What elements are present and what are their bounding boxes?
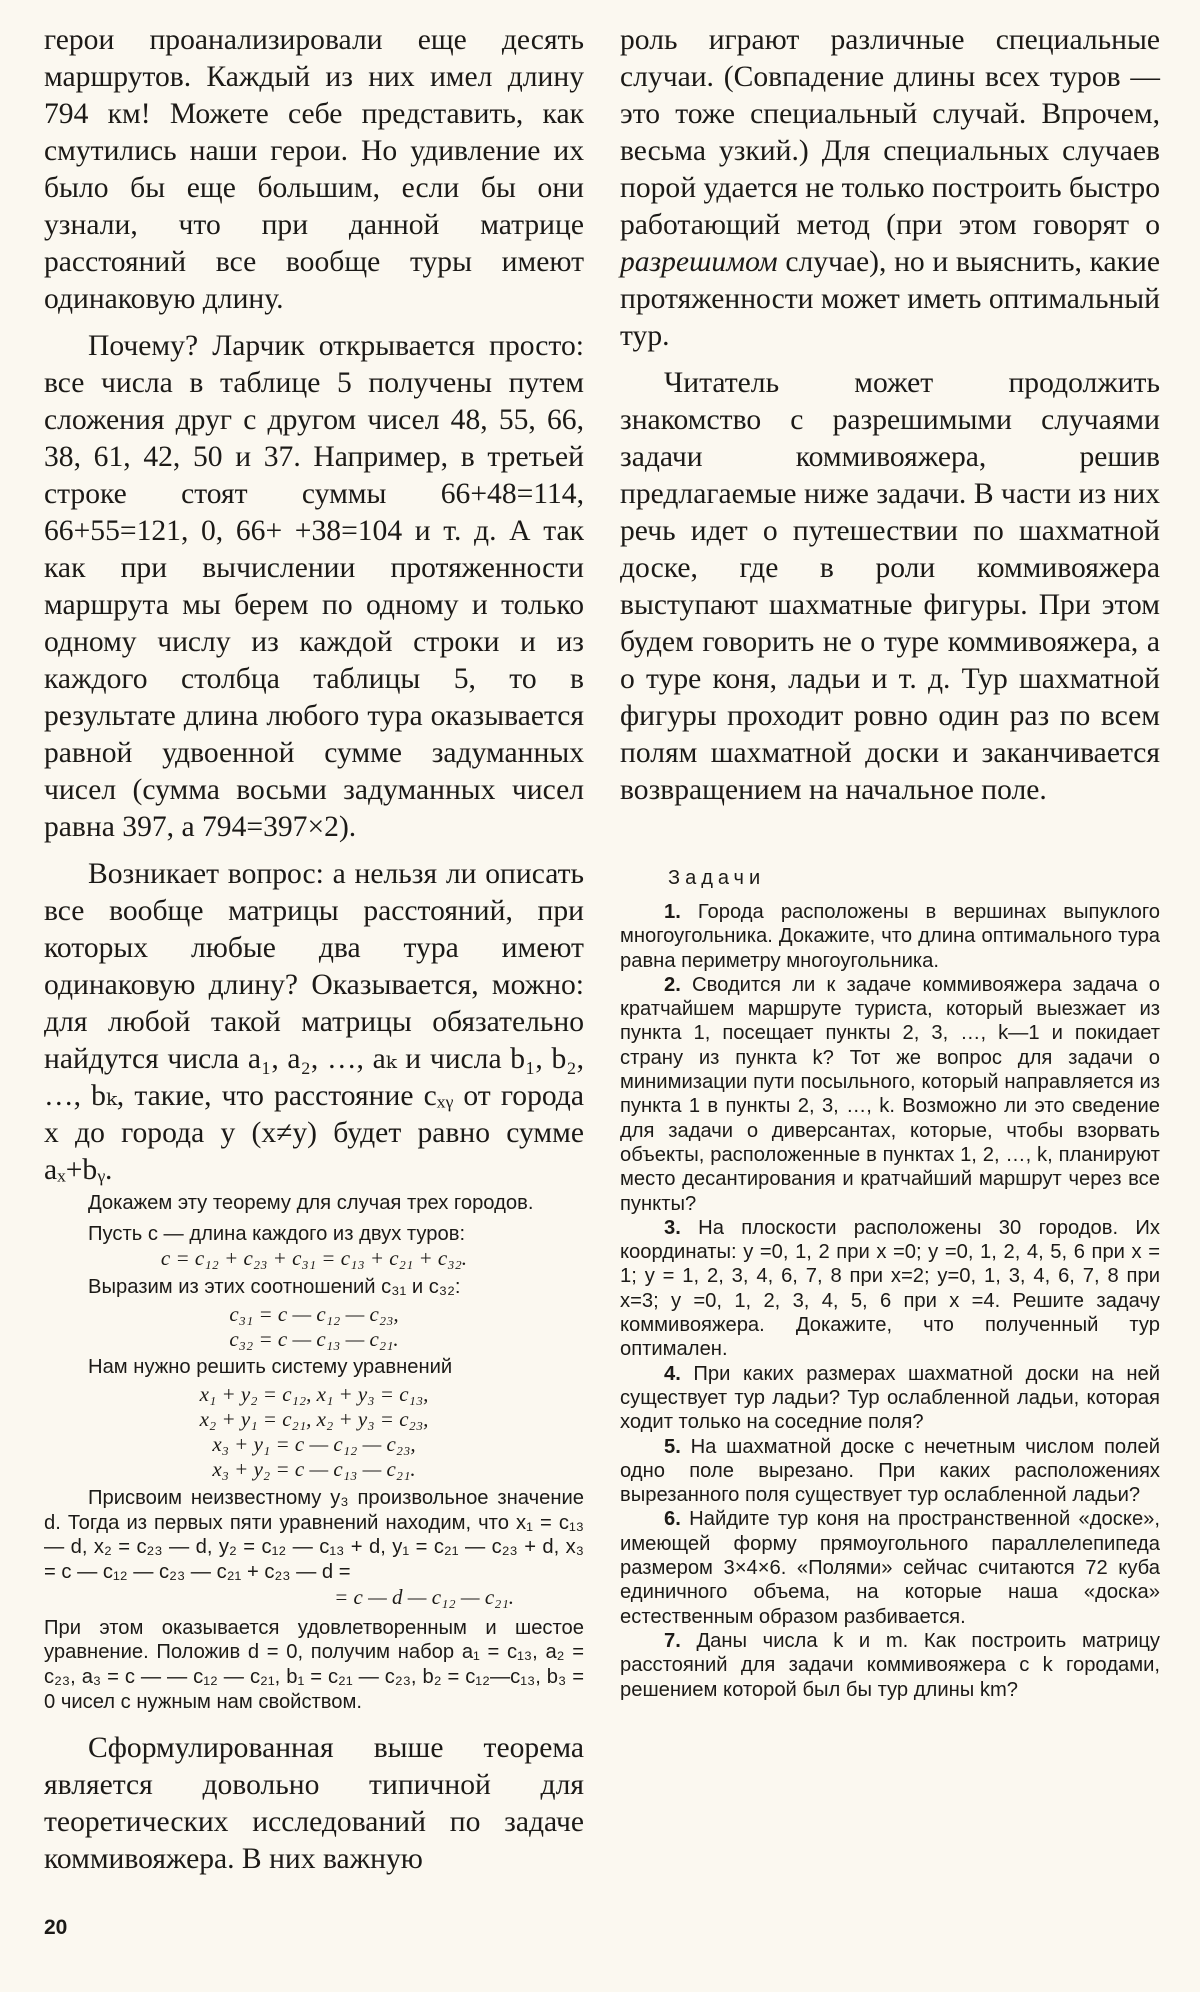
task-number: 2. <box>664 973 681 996</box>
tasks-heading: Задачи <box>668 867 766 889</box>
task-text: Найдите тур коня на пространственной «доске», имеющей форму прямоугольного параллелепипеда размером 3×4×6. «Полями» сейчас считаются 72 куба единичного объема, на которые наша «доска» естественным образом разбивается. <box>620 1508 1161 1628</box>
proof-text: Выразим из этих соотношений c₃₁ и c₃₂: <box>88 1276 461 1299</box>
formula: x₃ + y₂ = c — c₁₃ — c₂₁. <box>212 1456 416 1481</box>
task-number: 1. <box>664 901 681 923</box>
task-text: Города расположены в вершинах выпуклого многоугольника. Докажите, что длина оптимального тура равна периметру многоугольника. <box>620 901 1160 972</box>
task-number: 3. <box>664 1216 681 1239</box>
page-number: 20 <box>44 1916 68 1939</box>
formula: = c — d — c₁₂ — c₂₁. <box>334 1584 514 1609</box>
task-number: 4. <box>664 1362 681 1385</box>
right-column <box>620 22 1160 1702</box>
task-item <box>620 1435 1160 1508</box>
paragraph-text: роль играют различные специальные случаи. (Совпадение длины всех туров — это тоже специальный случай. Впрочем, весьма узкий.) Для специальных случаев порой удается не только построить быстро работающий метод (при этом говорят о <box>620 24 1160 241</box>
task-item <box>620 1362 1160 1435</box>
task-text: На плоскости расположены 30 городов. Их координаты: y =0, 1, 2 при x =0; y =0, 1, 2, 4, 5, 6 при x = 1; y = 1, 2, 3, 4, 6, 7, 8 при x=2; y=0, 1, 3, 4, 6, 7, 8 при x=3; y =0, 1, 2, 3, 4, 5, 6 при x =4. Решите задачу коммивояжера. Докажите, что полученный тур оптимален. <box>620 1216 1160 1361</box>
paragraph: Возникает вопрос: а нельзя ли описать все вообще матрицы расстояний, при которых любые два тура имеют одинаковую длину? Оказывается, можно: для любой такой матрицы обязательно найдутся числа a₁, a₂, …, aₖ и числа b₁, b₂, …, bₖ, такие, что расстояние cₓᵧ от города x до города y (x≠y) будет равно сумме aₓ+bᵧ. <box>44 858 584 1186</box>
paragraph: Сформулированная выше теорема является довольно типичной для теоретических исследований по задаче коммивояжера. В них важную <box>44 1732 584 1876</box>
task-number: 5. <box>664 1435 681 1458</box>
paragraph: Читатель может продолжить знакомство с разрешимыми случаями задачи коммивояжера, решив предлагаемые ниже задачи. В части из них речь идет о путешествии по шахматной доске, где в роли коммивояжера выступают шахматные фигуры. При этом будем говорить не о туре коммивояжера, а о туре коня, ладьи и т. д. Тур шахматной фигуры проходит ровно один раз по всем полям шахматной доски и заканчивается возвращением на начальное поле. <box>620 367 1160 806</box>
formula: c₃₁ = c — c₁₂ — c₂₃, <box>229 1302 399 1327</box>
formula-system <box>44 1382 584 1482</box>
proof-text: Нам нужно решить систему уравнений <box>88 1356 453 1379</box>
formula: x₃ + y₁ = c — c₁₂ — c₂₃, <box>212 1431 416 1456</box>
task-text: При каких размерах шахматной доски на ней существует тур ладьи? Тур ослабленной ладьи, которая ходит только на соседние поля? <box>620 1362 1161 1434</box>
left-column <box>44 22 584 1878</box>
task-item <box>620 900 1160 973</box>
task-number: 6. <box>664 1508 681 1531</box>
task-item <box>620 1629 1160 1702</box>
paragraph-text: случае), но и выяснить, какие протяженности может иметь оптимальный тур. <box>620 246 1160 352</box>
paragraph: герои проанализировали еще десять маршрутов. Каждый из них имел длину 794 км! Можете себе представить, как смутились наши герои. Но удивление их было бы еще большим, если бы они узнали, что при данной матрице расстояний все вообще туры имеют одинаковую длину. <box>44 24 584 315</box>
proof-text: Присвоим неизвестному y₃ произвольное значение d. Тогда из первых пяти уравнений находим, что x₁ = c₁₃ — d, x₂ = c₂₃ — d, y₂ = c₁₂ — c₁₃ + d, y₁ = c₂₁ — c₂₃ + d, x₃ = c — c₁₂ — c₂₃ — c₂₁ + c₂₃ — d = <box>44 1486 584 1583</box>
proof-text: Пусть c — длина каждого из двух туров: <box>88 1222 466 1245</box>
paragraph <box>620 22 1160 355</box>
task-item <box>620 1507 1160 1628</box>
task-item <box>620 973 1160 1216</box>
formula: c = c₁₂ + c₂₃ + c₃₁ = c₁₃ + c₂₁ + c₃₂. <box>160 1246 468 1271</box>
formula: c₃₂ = c — c₁₃ — c₂₁. <box>229 1327 399 1352</box>
italic-term: разрешимом <box>620 246 778 278</box>
proof-text: Докажем эту теорему для случая трех городов. <box>88 1192 534 1214</box>
task-text: Даны числа k и m. Как построить матрицу расстояний для задачи коммивояжера с k городами, решением которой был бы тур длины km? <box>620 1629 1161 1701</box>
proof-block <box>44 1191 584 1714</box>
task-number: 7. <box>664 1629 681 1652</box>
task-text: Сводится ли к задаче коммивояжера задача о кратчайшем маршруте туриста, который выезжает из пункта 1, посещает пункты 2, 3, …, k—1 и покидает страну из пункта k? Тот же вопрос для задачи о минимизации пути посыльного, который направляется из пункта 1 в пункты 2, 3, …, k. Возможно ли это сведение для задачи о диверсантах, которые, чтобы взорвать объекты, расположенные в пунктах 1, 2, …, k, планируют место десантирования и кратчайший маршрут через все пункты? <box>620 973 1161 1215</box>
formula: x₂ + y₁ = c₂₁, x₂ + y₃ = c₂₃, <box>199 1406 429 1431</box>
formula-system <box>44 1302 584 1352</box>
tasks-list <box>620 900 1160 1702</box>
task-item <box>620 1216 1160 1362</box>
proof-text: При этом оказывается удовлетворенным и шестое уравнение. Положив d = 0, получим набор a₁ = c₁₃, a₂ = c₂₃, a₃ = c — — c₁₂ — c₂₁, b₁ = c₂₁ — c₂₃, b₂ = c₁₂—c₁₃, b₃ = 0 чисел с нужным нам свойством. <box>44 1616 584 1713</box>
paragraph: Почему? Ларчик открывается просто: все числа в таблице 5 получены путем сложения друг с другом чисел 48, 55, 66, 38, 61, 42, 50 и 37. Например, в третьей строке стоят суммы 66+48=114, 66+55=121, 0, 66+ +38=104 и т. д. А так как при вычислении протяженности маршрута мы берем по одному и только одному числу из каждой строки и из каждого столбца таблицы 5, то в результате длина любого тура оказывается равной удвоенной сумме задуманных чисел (сумма восьми задуманных чисел равна 397, а 794=397×2). <box>44 330 584 843</box>
task-text: На шахматной доске с нечетным числом полей одно поле вырезано. При каких расположениях вырезанного поля существует тур ослабленной ладьи? <box>620 1435 1161 1507</box>
formula: x₁ + y₂ = c₁₂, x₁ + y₃ = c₁₃, <box>199 1381 429 1406</box>
